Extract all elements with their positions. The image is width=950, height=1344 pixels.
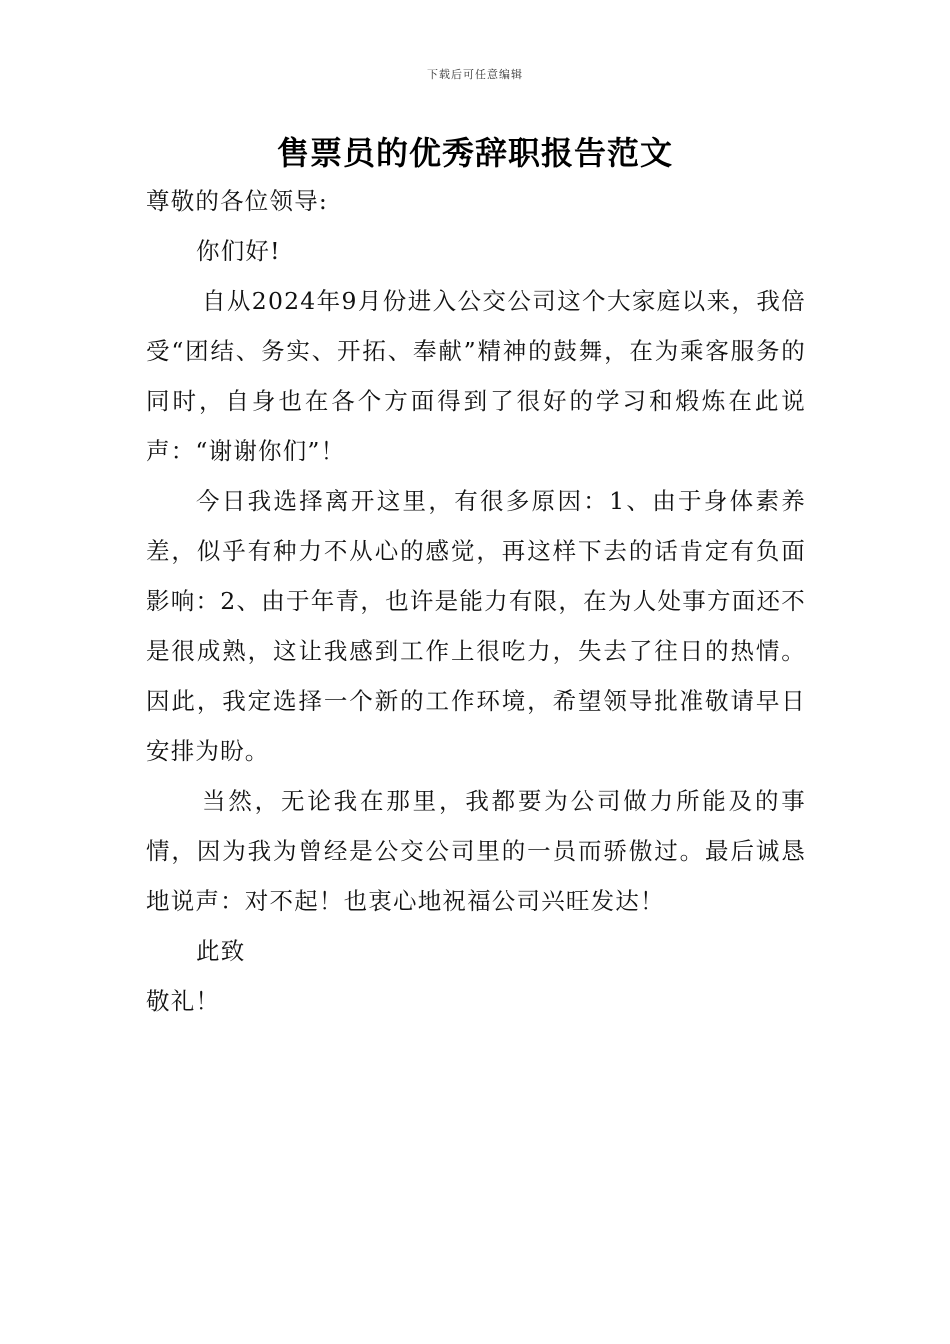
closing-line-2: 敬礼！	[146, 987, 221, 1015]
paragraph-1: 自从2024年9月份进入公交公司这个大家庭以来，我倍受“团结、务实、开拓、奉献”精神的鼓舞，在为乘客服务的同时，自身也在各个方面得到了很好的学习和煅炼在此说声：“谢谢你们”！	[146, 287, 806, 465]
closing-line-1: 此致	[196, 937, 246, 965]
document-body	[146, 176, 806, 1026]
paragraph-2: 今日我选择离开这里，有很多原因：1、由于身体素养差，似乎有种力不从心的感觉，再这样下去的话肯定有负面影响：2、由于年青，也许是能力有限，在为人处事方面还不是很成熟，这让我感到工作上很吃力，失去了往日的热情。因此，我定选择一个新的工作环境，希望领导批准敬请早日安排为盼。	[146, 487, 806, 765]
greeting: 你们好!	[196, 237, 281, 265]
document-title: 售票员的优秀辞职报告范文	[276, 134, 673, 172]
header-note: 下载后可任意编辑	[427, 68, 523, 81]
paragraph-3: 当然，无论我在那里，我都要为公司做力所能及的事情，因为我为曾经是公交公司里的一员而骄傲过。最后诚恳地说声：对不起！也衷心地祝福公司兴旺发达！	[146, 787, 806, 915]
salutation: 尊敬的各位领导:	[146, 187, 329, 215]
